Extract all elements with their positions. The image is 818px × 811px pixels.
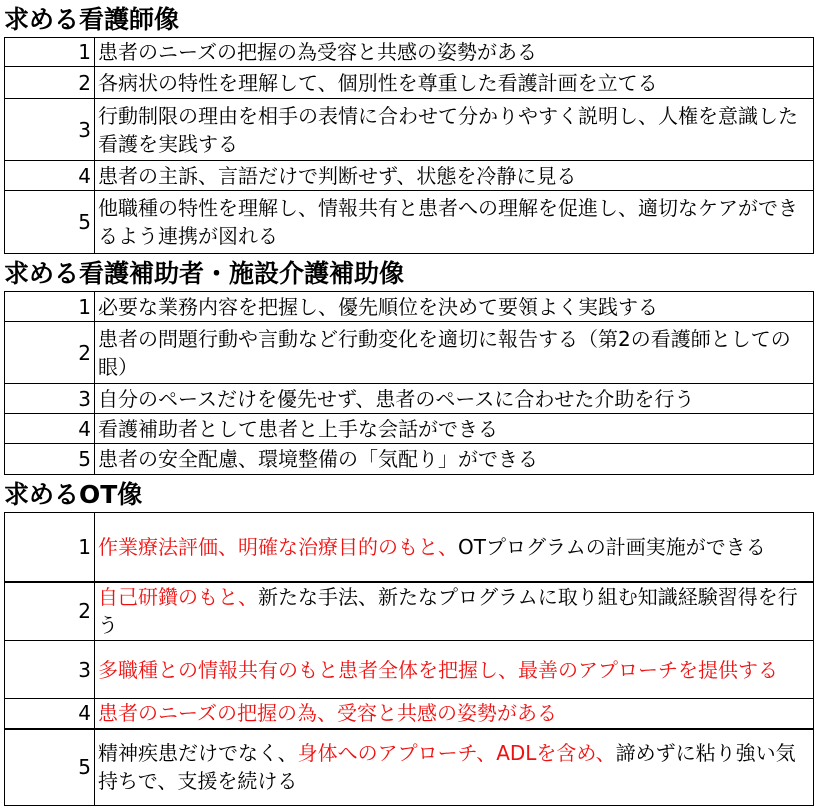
ot-table [4,512,814,806]
nursing-assistant-table [4,291,814,475]
row-text: 自分のペースだけを優先せず、患者のペースに合わせた介助を行う [95,384,814,414]
row-text: 他職種の特性を理解し、情報共有と患者への理解を促進し、適切なケアができるよう連携が図れる [95,191,814,254]
table-row [5,161,814,191]
row-number: 3 [5,641,95,699]
row-number: 4 [5,699,95,729]
section-title-nursing-assistant: 求める看護補助者・施設介護補助像 [4,259,405,288]
row-text: 必要な業務内容を把握し、優先順位を決めて要領よく実践する [95,292,814,322]
row-number: 1 [5,513,95,582]
row-number: 4 [5,161,95,191]
row-text: 患者のニーズの把握の為受容と共感の姿勢がある [95,38,814,67]
nurse-table [4,37,814,254]
table-row [5,414,814,444]
row-number: 5 [5,191,95,254]
table-row [5,38,814,67]
table-row [5,292,814,322]
row-number: 1 [5,292,95,322]
row-number: 1 [5,38,95,67]
table-row [5,582,814,641]
table-row [5,641,814,699]
table-row [5,384,814,414]
row-number: 3 [5,384,95,414]
row-text: 患者の安全配慮、環境整備の「気配り」ができる [95,444,814,475]
section-title-ot: 求めるOT像 [4,480,143,509]
row-text: 各病状の特性を理解して、個別性を尊重した看護計画を立てる [95,67,814,99]
table-row [5,444,814,475]
table-row [5,322,814,384]
table-row [5,729,814,806]
table-row [5,513,814,582]
row-text: 看護補助者として患者と上手な会話ができる [95,414,814,444]
row-text: 自己研鑽のもと、新たな手法、新たなプログラムに取り組む知識経験習得を行う [95,582,814,641]
section-title-nurse: 求める看護師像 [4,5,180,34]
row-text: 患者のニーズの把握の為、受容と共感の姿勢がある [95,699,814,729]
row-text: 作業療法評価、明確な治療目的のもと、OTプログラムの計画実施ができる [95,513,814,582]
row-number: 4 [5,414,95,444]
table-row [5,67,814,99]
row-text: 患者の主訴、言語だけで判断せず、状態を冷静に見る [95,161,814,191]
row-number: 2 [5,582,95,641]
table-row [5,191,814,254]
row-text: 行動制限の理由を相手の表情に合わせて分かりやすく説明し、人権を意識した看護を実践する [95,99,814,161]
row-number: 2 [5,67,95,99]
row-number: 5 [5,729,95,806]
row-text: 精神疾患だけでなく、身体へのアプローチ、ADLを含め、諦めずに粘り強い気持ちで、支援を続ける [95,729,814,806]
row-number: 5 [5,444,95,475]
row-number: 3 [5,99,95,161]
row-text: 患者の問題行動や言動など行動変化を適切に報告する（第2の看護師としての眼） [95,322,814,384]
row-text: 多職種との情報共有のもと患者全体を把握し、最善のアプローチを提供する [95,641,814,699]
table-row [5,699,814,729]
row-number: 2 [5,322,95,384]
table-row [5,99,814,161]
